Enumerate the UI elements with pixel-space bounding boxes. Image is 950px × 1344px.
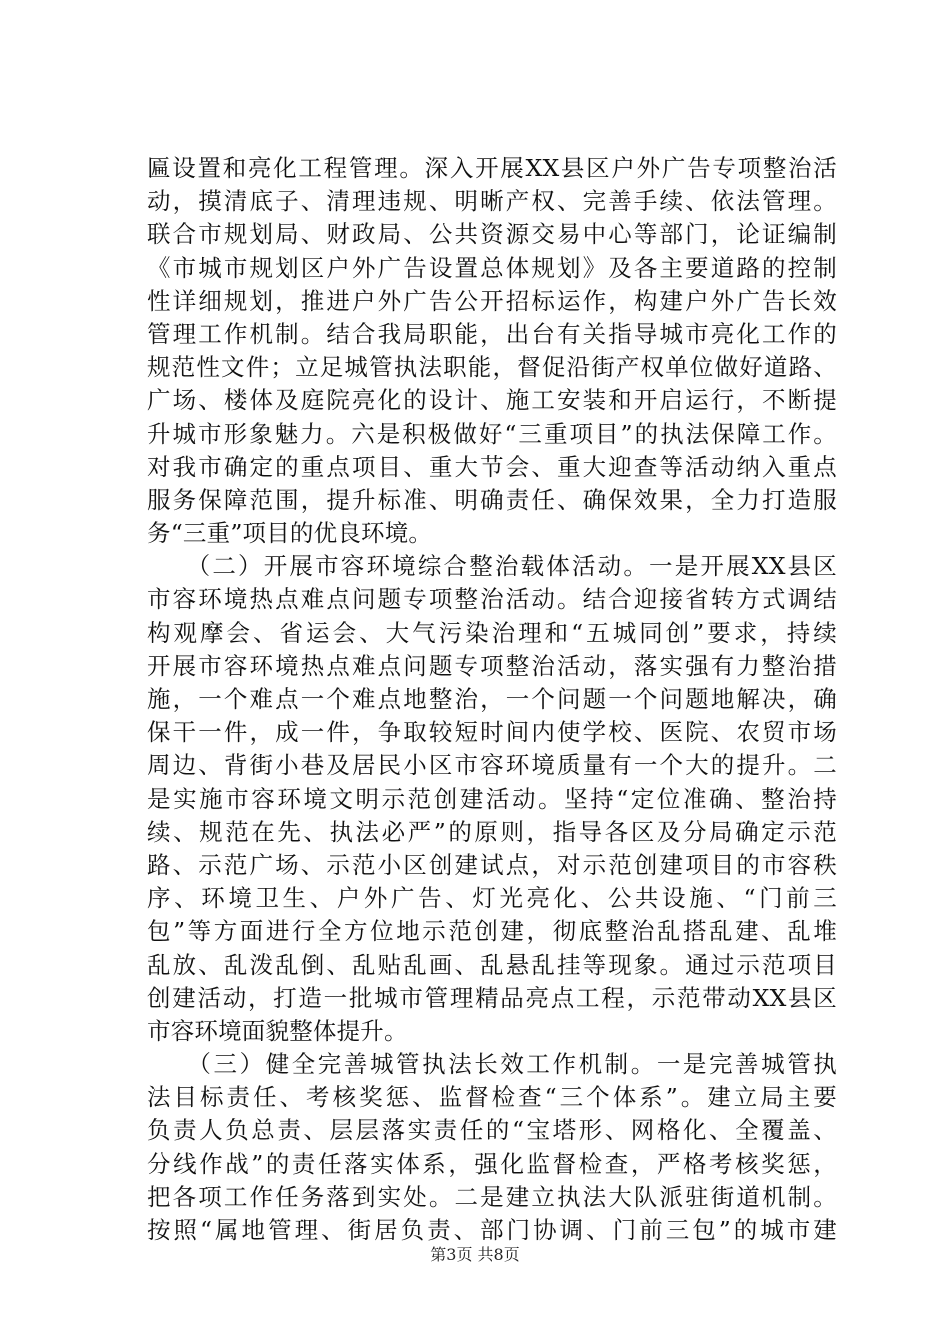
text-line: 保干一件，成一件，争取较短时间内使学校、医院、农贸市场 <box>147 718 837 747</box>
text-line: 周边、背街小巷及居民小区市容环境质量有一个大的提升。二 <box>147 751 837 780</box>
text-line: 创建活动，打造一批城市管理精品亮点工程，示范带动XX县区 <box>147 983 837 1012</box>
text-line: 续、规范在先、执法必严”的原则，指导各区及分局确定示范 <box>147 817 837 846</box>
text-line: 性详细规划，推进户外广告公开招标运作，构建户外广告长效 <box>147 286 837 315</box>
text-line: 法目标责任、考核奖惩、监督检查“三个体系”。建立局主要 <box>147 1083 837 1112</box>
text-line: 《市城市规划区户外广告设置总体规划》及各主要道路的控制 <box>147 253 837 282</box>
text-line: 市容环境面貌整体提升。 <box>147 1016 408 1045</box>
text-line: 联合市规划局、财政局、公共资源交易中心等部门，论证编制 <box>147 220 837 249</box>
text-line: 施，一个难点一个难点地整治，一个问题一个问题地解决，确 <box>147 685 837 713</box>
text-line: 务“三重”项目的优良环境。 <box>147 519 433 548</box>
text-line: 广场、楼体及庭院亮化的设计、施工安装和开启运行，不断提 <box>147 386 837 415</box>
text-line: 序、环境卫生、户外广告、灯光亮化、公共设施、“门前三 <box>147 884 837 913</box>
text-line: 管理工作机制。结合我局职能，出台有关指导城市亮化工作的 <box>147 319 837 348</box>
text-line: 路、示范广场、示范小区创建试点，对示范创建项目的市容秩 <box>147 850 837 879</box>
text-line: （二）开展市容环境综合整治载体活动。一是开展XX县区 <box>147 552 837 581</box>
text-line: 市容环境热点难点问题专项整治活动。结合迎接省转方式调结 <box>147 585 837 614</box>
text-line: （三）健全完善城管执法长效工作机制。一是完善城管执 <box>147 1050 837 1079</box>
text-line: 服务保障范围，提升标准、明确责任、确保效果，全力打造服 <box>147 485 837 514</box>
text-line: 负责人负总责、层层落实责任的“宝塔形、网格化、全覆盖、 <box>147 1116 837 1145</box>
text-line: 构观摩会、省运会、大气污染治理和“五城同创”要求，持续 <box>147 618 837 647</box>
text-line: 分线作战”的责任落实体系，强化监督检查，严格考核奖惩， <box>147 1149 837 1178</box>
page-footer: 第3页 共8页 <box>430 1245 520 1264</box>
text-line: 对我市确定的重点项目、重大节会、重大迎查等活动纳入重点 <box>147 452 837 481</box>
text-line: 乱放、乱泼乱倒、乱贴乱画、乱悬乱挂等现象。通过示范项目 <box>147 950 837 979</box>
text-line: 升城市形象魅力。六是积极做好“三重项目”的执法保障工作。 <box>147 419 837 448</box>
text-line: 动，摸清底子、清理违规、明晰产权、完善手续、依法管理。 <box>147 187 837 216</box>
text-line: 开展市容环境热点难点问题专项整治活动，落实强有力整治措 <box>147 651 837 680</box>
document-body <box>147 152 837 1247</box>
text-line: 包”等方面进行全方位地示范创建，彻底整治乱搭乱建、乱堆 <box>147 917 837 946</box>
text-line: 把各项工作任务落到实处。二是建立执法大队派驻街道机制。 <box>147 1182 837 1211</box>
text-line: 匾设置和亮化工程管理。深入开展XX县区户外广告专项整治活 <box>147 154 837 182</box>
text-line: 按照“属地管理、街居负责、部门协调、门前三包”的城市建 <box>147 1216 837 1244</box>
text-line: 规范性文件；立足城管执法职能，督促沿街产权单位做好道路、 <box>147 353 837 382</box>
text-line: 是实施市容环境文明示范创建活动。坚持“定位准确、整治持 <box>147 784 837 813</box>
